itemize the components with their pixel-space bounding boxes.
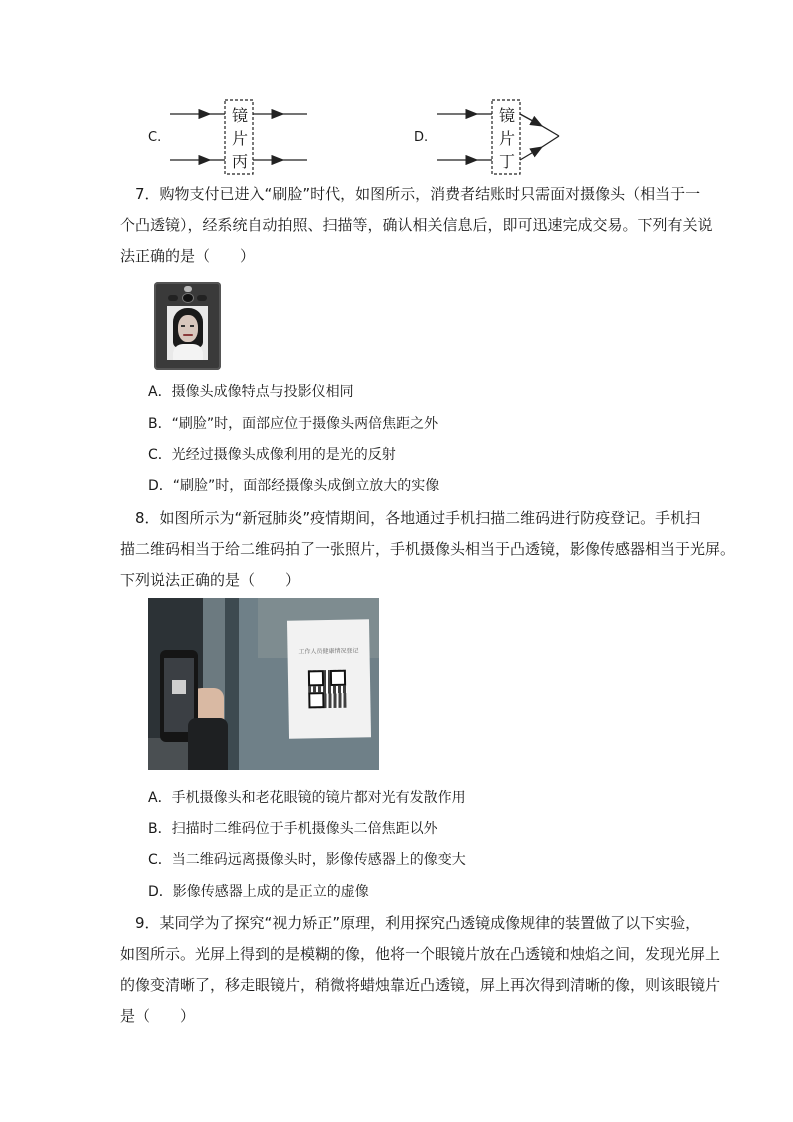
q9-line-2: 如图所示。光屏上得到的是模糊的像，他将一个眼镜片放在凸透镜和烛焰之间，发现光屏上 <box>120 945 721 963</box>
q8-option-d: D．影像传感器上成的是正立的虚像 <box>148 884 369 900</box>
q7-option-b: B．“刷脸”时，面部应位于摄像头两倍焦距之外 <box>148 416 439 432</box>
q8-line-1: 8．如图所示为“新冠肺炎”疫情期间，各地通过手机扫描二维码进行防疫登记。手机扫 <box>135 509 701 527</box>
q7-option-c: C．光经过摄像头成像利用的是光的反射 <box>148 447 396 463</box>
lens-d-char-3: 丁 <box>498 152 515 171</box>
q7-line-2: 个凸透镜），经系统自动拍照、扫描等，确认相关信息后，即可迅速完成交易。下列有关说 <box>120 216 713 234</box>
option-c-label: C. <box>148 130 162 145</box>
q9-line-3: 的像变清晰了，移走眼镜片，稍微将蜡烛靠近凸透镜，屏上再次得到清晰的像，则该眼镜片 <box>120 976 721 994</box>
q7-option-d: D．“刷脸”时，面部经摄像头成倒立放大的实像 <box>148 478 440 494</box>
q8-line-2: 描二维码相当于给二维码拍了一张照片，手机摄像头相当于凸透镜，影像传感器相当于光屏。 <box>120 540 736 558</box>
lens-d-char-2: 片 <box>498 129 515 148</box>
q8-option-c: C．当二维码远离摄像头时，影像传感器上的像变大 <box>148 852 466 868</box>
q8-line-3: 下列说法正确的是（ ） <box>120 571 301 589</box>
lens-c-char-1: 镜 <box>231 106 248 125</box>
q8-option-b: B．扫描时二维码位于手机摄像头二倍焦距以外 <box>148 821 438 837</box>
lens-d-char-1: 镜 <box>498 106 515 125</box>
option-d-label: D. <box>414 130 429 145</box>
q9-line-1: 9．某同学为了探究“视力矫正”原理，利用探究凸透镜成像规律的装置做了以下实验， <box>135 914 701 932</box>
poster-title: 工作人员健康情况登记 <box>298 647 359 656</box>
face-scanner-image <box>154 282 221 370</box>
q7-option-a: A．摄像头成像特点与投影仪相同 <box>148 384 354 400</box>
lens-c-char-2: 片 <box>231 129 248 148</box>
qr-scan-photo <box>148 598 379 770</box>
q7-line-1: 7．购物支付已进入“刷脸”时代，如图所示，消费者结账时只需面对摄像头（相当于一 <box>135 185 701 203</box>
q7-line-3: 法正确的是（ ） <box>120 247 256 265</box>
q9-line-4: 是（ ） <box>120 1007 196 1025</box>
q8-option-a: A．手机摄像头和老花眼镜的镜片都对光有发散作用 <box>148 790 466 806</box>
lens-c-char-3: 丙 <box>231 152 248 171</box>
